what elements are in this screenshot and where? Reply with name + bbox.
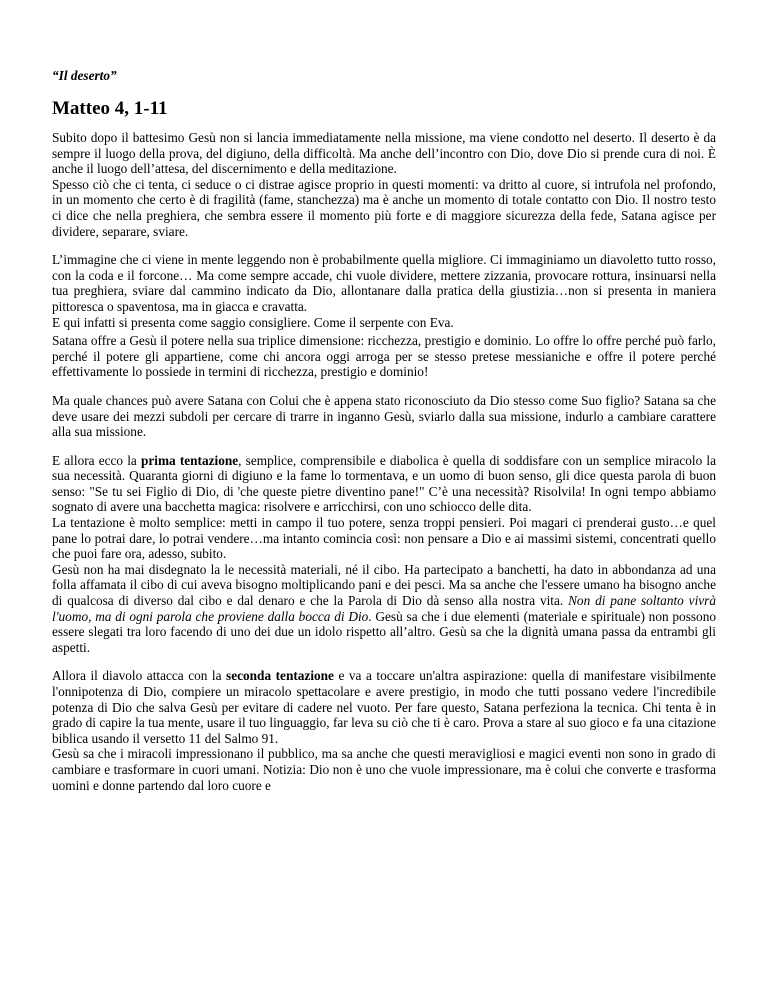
second-temptation-emphasis: seconda tentazione xyxy=(226,668,334,684)
paragraph-1: Subito dopo il battesimo Gesù non si lancia immediatamente nella missione, ma viene condotto nel deserto. Il deserto è da sempre il luogo della prova, del digiuno, della difficoltà. Ma anche dell’incontro con Dio, dove Dio si prende cura di noi. È anche il luogo dell’attesa, del discernimento e della meditazione. xyxy=(52,130,716,177)
document-title: Matteo 4, 1-11 xyxy=(52,98,168,119)
paragraph-10 xyxy=(52,668,716,746)
paragraph-4: E qui infatti si presenta come saggio consigliere. Come il serpente con Eva. xyxy=(52,314,454,330)
paragraph-5: Satana offre a Gesù il potere nella sua triplice dimensione: ricchezza, prestigio e dominio. Lo offre lo offre perché può farlo, perché il potere gli appartiene, come chi ancora oggi arroga per se stesso pretese messianiche e offre il potere perché effettivamente lo possiede in termini di ricchezza, prestigio e dominio! xyxy=(52,333,716,380)
paragraph-9-text-end: . Gesù sa che i due elementi (materiale e spirituale) non possono essere slegati tra loro facendo di uno dei due un idolo rispetto all’altro. Gesù sa che la dignità umana passa da entrambi gli aspetti. xyxy=(52,608,716,655)
first-temptation-emphasis: prima tentazione xyxy=(140,452,239,468)
bible-quote: Non di pane soltanto vivrà l'uomo, ma di ogni parola che proviene dalla bocca di Dio xyxy=(52,593,716,624)
paragraph-3: L’immagine che ci viene in mente leggendo non è probabilmente quella migliore. Ci immaginiamo un diavoletto tutto rosso, con la coda e il forcone… Ma come sempre accade, chi vuole dividere, mettere zizzania, provocare rottura, insinuarsi nella tua preghiera, sviare dal cammino indicato da Dio, allontanare dalla pratica della giustizia…non si presenta in maniera pittoresca o spaventosa, ma in giacca e cravatta. xyxy=(52,252,716,314)
paragraph-7 xyxy=(52,453,716,515)
paragraph-9-text-start: Gesù non ha mai disdegnato la le necessità materiali, né il cibo. Ha partecipato a banchetti, ha dato in abbondanza ad una folla affamata il cibo di cui aveva bisogno moltiplicando pani e dei pesci. Ma sa anche che l'essere umano ha bisogno anche di qualcosa di diverso dal cibo e dal denaro e che la Parola di Dio dà senso alla nostra vita. xyxy=(52,561,716,609)
document-subtitle: “Il deserto” xyxy=(52,68,117,83)
paragraph-11: Gesù sa che i miracoli impressionano il pubblico, ma sa anche che questi meravigliosi e magici eventi non sono in grado di cambiare e trasformare in cuori umani. Notizia: Dio non è uno che vuole impressionare, ma è colui che converte e trasforma uomini e donne partendo dal loro cuore e xyxy=(52,746,716,793)
paragraph-9 xyxy=(52,562,716,656)
paragraph-7-text-end: , semplice, comprensibile e diabolica è quella di soddisfare con un semplice miracolo la sua necessità. Quaranta giorni di digiuno e la fame lo tormentava, e un uomo di buon senso, gli dice questa parola di buon senso: "Se tu sei Figlio di Dio, di 'che queste pietre diventino pane!" C’è una necessità? Risolvila! In ogni tempo abbiamo sognato di avere una bacchetta magica: risolvere e arricchirsi, con uno schiocco delle dita. xyxy=(52,452,716,515)
paragraph-10-text-end: e va a toccare un'altra aspirazione: quella di manifestare visibilmente l'onnipotenza di Dio, compiere un miracolo spettacolare e avere prestigio, in modo che tutti possano vedere l'incredibile potenza di Dio che salva Gesù per evitare di cadere nel vuoto. Per fare questo, Satana perfeziona la tecnica. Chi tenta è in grado di capire la tua mente, usare il tuo linguaggio, far leva su ciò che ti è caro. Prova a stare al suo gioco e fa una citazione biblica usando il versetto 11 del Salmo 91. xyxy=(52,668,716,746)
paragraph-2: Spesso ciò che ci tenta, ci seduce o ci distrae agisce proprio in questi momenti: va dritto al cuore, si intrufola nel profondo, in un momento che certo è di fragilità (fame, stanchezza) ma è anche un momento di totale contatto con Dio. Il nostro testo ci dice che nella preghiera, che sembra essere il momento più forte e di maggiore sicurezza della fede, Satana agisce per dividere, separare, sviare. xyxy=(52,176,716,239)
paragraph-6: Ma quale chances può avere Satana con Colui che è appena stato riconosciuto da Dio stesso come Suo figlio? Satana sa che deve usare dei mezzi subdoli per cercare di trarre in inganno Gesù, sviarlo dalla sua missione, indurlo a cambiare carattere alla sua missione. xyxy=(52,392,716,440)
paragraph-7-text-start: E allora ecco la xyxy=(52,452,141,468)
paragraph-10-text-start: Allora il diavolo attacca con la xyxy=(52,668,227,684)
paragraph-8: La tentazione è molto semplice: metti in campo il tuo potere, senza troppi pensieri. Poi magari ci prenderai gusto…e quel pane lo potrai dare, lo potrai vendere…ma intanto comincia così: non pensare a Dio e ai massimi sistemi, concentrati quello che puoi fare ora, adesso, subito. xyxy=(52,515,716,562)
